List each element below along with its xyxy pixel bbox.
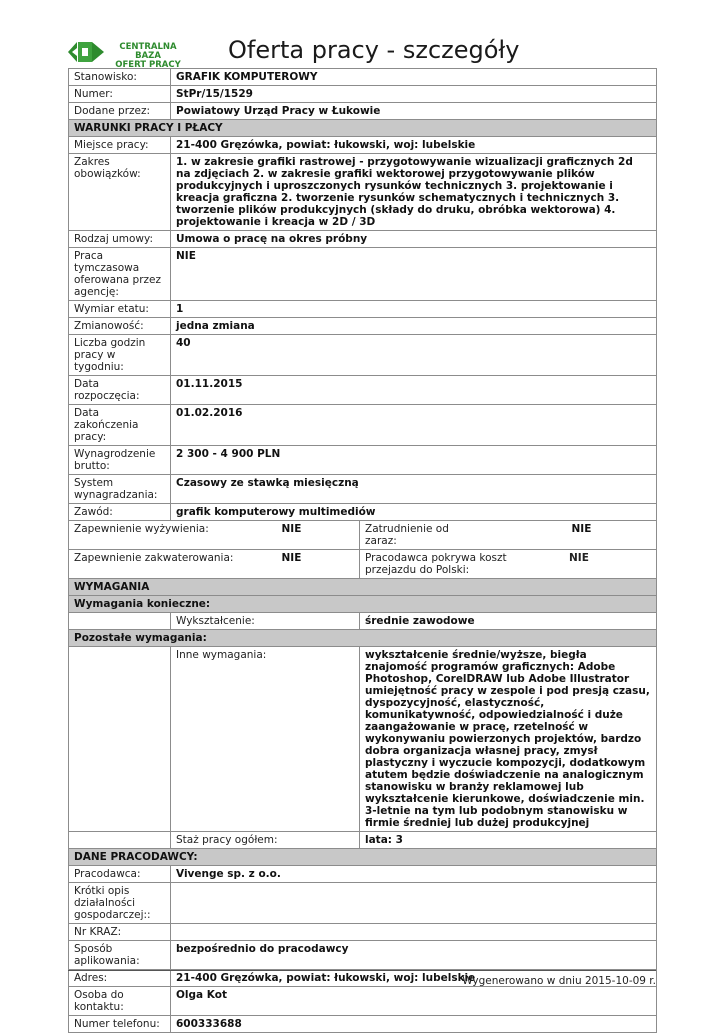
kraz-value (171, 924, 657, 941)
food-value: NIE (277, 521, 360, 550)
conditions-section-title: WARUNKI PRACY I PŁACY (69, 120, 657, 137)
temp-work-label: Praca tymczasowa oferowana przez agencję: (69, 248, 171, 301)
travel-cell (360, 550, 657, 579)
contact-label: Osoba do kontaktu: (69, 987, 171, 1016)
logo-mark-icon (68, 40, 108, 64)
pay-system-label: System wynagradzania: (69, 475, 171, 504)
other-requirements-title: Pozostałe wymagania: (69, 630, 657, 647)
position-label: Stanowisko: (69, 69, 171, 86)
kraz-label: Nr KRAZ: (69, 924, 171, 941)
employer-section-title: DANE PRACODAWCY: (69, 849, 657, 866)
other-empty-cell (69, 647, 171, 832)
page-title: Oferta pracy - szczegóły (228, 36, 520, 64)
number-label: Numer: (69, 86, 171, 103)
food-label: Zapewnienie wyżywienia: (69, 521, 277, 550)
apply-method-label: Sposób aplikowania: (69, 941, 171, 970)
profession-label: Zawód: (69, 504, 171, 521)
address-value: 21-400 Gręzówka, powiat: łukowski, woj: lubelskie (171, 970, 657, 987)
education-value: średnie zawodowe (360, 613, 657, 630)
address-label: Adres: (69, 970, 171, 987)
business-desc-value (171, 883, 657, 924)
business-desc-label: Krótki opis działalności gospodarczej:: (69, 883, 171, 924)
experience-empty-cell (69, 832, 171, 849)
required-title: Wymagania konieczne: (69, 596, 657, 613)
fte-value: 1 (171, 301, 657, 318)
salary-label: Wynagrodzenie brutto: (69, 446, 171, 475)
fte-label: Wymiar etatu: (69, 301, 171, 318)
offer-details-table (68, 68, 657, 1033)
pay-system-value: Czasowy ze stawką miesięczną (171, 475, 657, 504)
immediate-value (462, 521, 657, 550)
immediate-label (360, 521, 462, 550)
row-added-by (69, 103, 657, 120)
end-date-value: 01.02.2016 (171, 405, 657, 446)
row-position (69, 69, 657, 86)
hours-label: Liczba godzin pracy w tygodniu: (69, 335, 171, 376)
logo (68, 40, 218, 70)
experience-value: lata: 3 (360, 832, 657, 849)
employer-name-value: Vivenge sp. z o.o. (171, 866, 657, 883)
logo-line-2: OFERT PRACY (115, 60, 181, 70)
salary-value: 2 300 - 4 900 PLN (171, 446, 657, 475)
page-header (68, 36, 656, 68)
contract-value: Umowa o pracę na okres próbny (171, 231, 657, 248)
immediate-label-text: Zatrudnienie od zaraz: (365, 523, 449, 547)
phone-label: Numer telefonu: (69, 1016, 171, 1033)
education-empty-cell (69, 613, 171, 630)
temp-work-value: NIE (171, 248, 657, 301)
employer-name-label: Pracodawca: (69, 866, 171, 883)
generated-date: Wygenerowano w dniu 2015-10-09 r. (462, 975, 656, 987)
phone-value: 600333688 (171, 1016, 657, 1033)
immediate-value-text: NIE (571, 523, 592, 535)
scope-value: 1. w zakresie grafiki rastrowej - przygotowywanie wizualizacji graficznych 2d na zdjęciach 2. w zakresie grafiki wektorowej przygotowywanie plików produkcyjnych i uproszczonych rysunków technicznych 3. projektowanie i kreacja graficzna 2. tworzenie rysunków schematycznych i technicznych 3. tworzenie plików produkcyjnych (składy do druku, obróbka wektorowa) 4. projektowanie i kreacja w 2D / 3D (171, 154, 657, 231)
end-date-label: Data zakończenia pracy: (69, 405, 171, 446)
shifts-label: Zmianowość: (69, 318, 171, 335)
experience-label: Staż pracy ogółem: (171, 832, 360, 849)
housing-label: Zapewnienie zakwaterowania: (69, 550, 277, 579)
logo-line-1: CENTRALNA BAZA (119, 42, 177, 61)
section-conditions (69, 120, 657, 137)
footer-divider (68, 970, 656, 971)
position-value: GRAFIK KOMPUTEROWY (171, 69, 657, 86)
apply-method-value: bezpośrednio do pracodawcy (171, 941, 657, 970)
education-label: Wykształcenie: (171, 613, 360, 630)
housing-value: NIE (277, 550, 360, 579)
contract-label: Rodzaj umowy: (69, 231, 171, 248)
place-value: 21-400 Gręzówka, powiat: łukowski, woj: lubelskie (171, 137, 657, 154)
other-requirements-value: wykształcenie średnie/wyższe, biegła znajomość programów graficznych: Adobe Photoshop, CorelDRAW lub Adobe Illustrator umiejętność pracy w zespole i pod presją czasu, dyspozycyjność, elastyczność, komunikatywność, odpowiedzialność i duże zaangażowanie w pracę, rzetelność w wykonywaniu powierzonych projektów, bardzo dobra organizacja własnej pracy, zmysł plastyczny i wyczucie kompozycji, dodatkowym atutem będzie doświadczenie na analogicznym stanowisku w branży reklamowej lub wykształcenie kierunkowe, doświadczenie min. 3-letnie na tym lub podobnym stanowisku w firmie średniej lub dużej produkcyjnej (360, 647, 657, 832)
added-by-label: Dodane przez: (69, 103, 171, 120)
scope-label: Zakres obowiązków: (69, 154, 171, 231)
hours-value: 40 (171, 335, 657, 376)
start-date-value: 01.11.2015 (171, 376, 657, 405)
profession-value: grafik komputerowy multimediów (171, 504, 657, 521)
number-value: StPr/15/1529 (171, 86, 657, 103)
travel-label: Pracodawca pokrywa koszt przejazdu do Polski: (365, 552, 507, 576)
place-label: Miejsce pracy: (69, 137, 171, 154)
requirements-section-title: WYMAGANIA (69, 579, 657, 596)
contact-value: Olga Kot (171, 987, 657, 1016)
start-date-label: Data rozpoczęcia: (69, 376, 171, 405)
other-requirements-label: Inne wymagania: (171, 647, 360, 832)
shifts-value: jedna zmiana (171, 318, 657, 335)
added-by-value: Powiatowy Urząd Pracy w Łukowie (171, 103, 657, 120)
travel-value: NIE (569, 552, 589, 564)
row-number (69, 86, 657, 103)
